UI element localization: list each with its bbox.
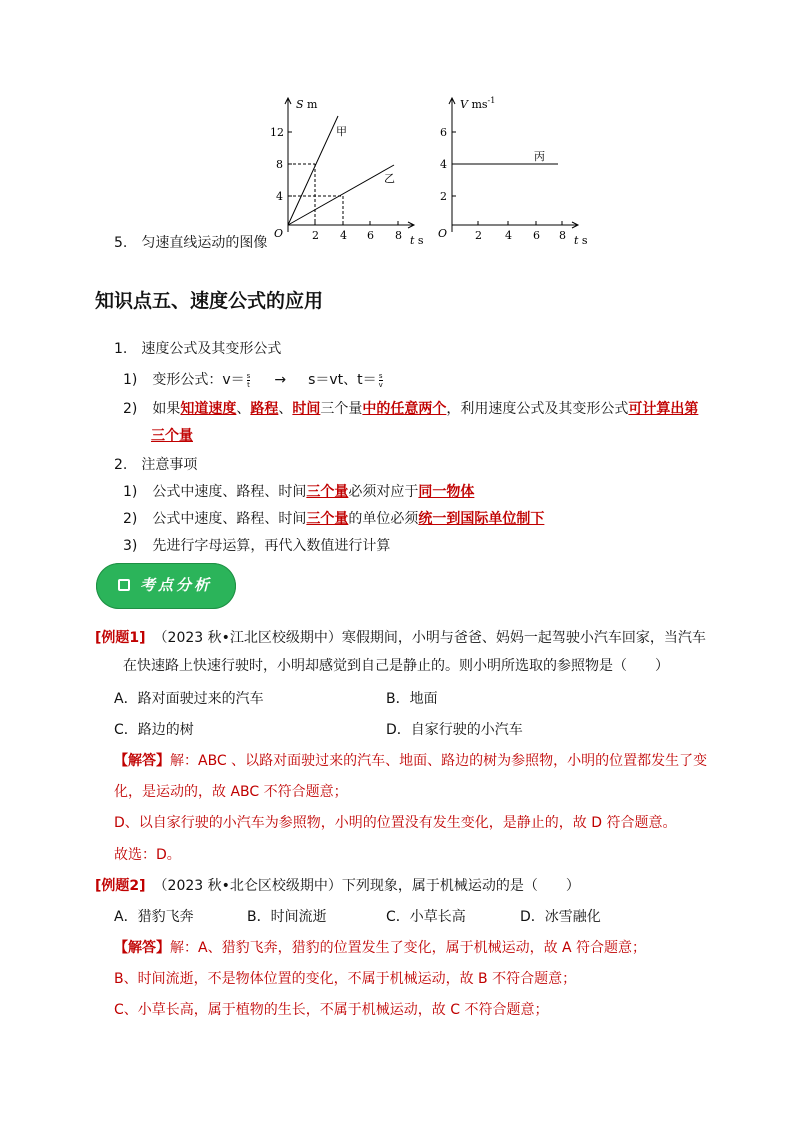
sub-number: 1) <box>123 484 138 500</box>
text: 先进行字母运算，再代入数值进行计算 <box>152 538 391 554</box>
analysis-badge <box>96 563 236 609</box>
text: 公式中速度、路程、时间 <box>152 511 307 527</box>
answer-text: B、时间流逝，不是物体位置的变化，不属于机械运动，故 B 不符合题意； <box>114 971 577 987</box>
option-a: A．路对面驶过来的汽车 <box>114 691 264 707</box>
caption-text: 匀速直线运动的图像 <box>141 235 268 251</box>
vt-ytick: 2 <box>440 190 447 203</box>
st-y-title: S m <box>296 98 318 111</box>
example-tag: [例题1] <box>95 630 146 646</box>
item-number: 1. <box>114 341 128 357</box>
st-graph <box>268 92 428 252</box>
sub-number: 2) <box>123 401 138 417</box>
sub-item-formula <box>123 370 385 390</box>
answer-text: C、小草长高，属于植物的生长，不属于机械运动，故 C 不符合题意； <box>114 1002 549 1018</box>
vt-graph <box>432 92 598 252</box>
caption-number: 5. <box>114 235 128 251</box>
vt-origin: O <box>438 227 448 240</box>
formula-s-t: s＝vt、t＝ <box>308 372 377 388</box>
option-c: C．小草长高 <box>386 909 466 925</box>
question-text: （2023 秋•江北区校级期中）寒假期间，小明与爸爸、妈妈一起驾驶小汽车回家，当汽车 <box>153 630 706 646</box>
st-x-title: t s <box>410 234 424 247</box>
text: 必须对应于 <box>348 484 419 500</box>
highlight: 时间 <box>292 401 321 417</box>
sub-item-condition <box>123 399 698 419</box>
highlight: 知道速度 <box>180 401 237 417</box>
sub-number: 3) <box>123 538 138 554</box>
sub-number: 1) <box>123 372 138 388</box>
note-3 <box>123 536 390 556</box>
graph-caption <box>114 233 267 253</box>
highlight: 可计算出第 <box>628 401 699 417</box>
option-a: A．猎豹飞奔 <box>114 909 194 925</box>
answer-tag: 【解答】 <box>114 753 170 769</box>
formula-v: 变形公式：v＝ <box>152 372 245 388</box>
st-xtick: 2 <box>312 229 319 242</box>
vt-xtick: 2 <box>475 229 482 242</box>
note-1 <box>123 482 474 502</box>
highlight: 统一到国际单位制下 <box>418 511 545 527</box>
st-ytick: 8 <box>276 158 283 171</box>
answer-2 <box>114 938 646 958</box>
document-icon <box>118 579 130 591</box>
vt-y-title: V $ms^{-1}$ <box>460 96 496 111</box>
list-item-2 <box>114 455 197 475</box>
answer-text: D、以自家行驶的小汽车为参照物，小明的位置没有发生变化，是静止的，故 D 符合题意。 <box>114 815 677 831</box>
example-1-question <box>95 628 706 648</box>
answer-1 <box>114 751 707 771</box>
highlight: 同一物体 <box>418 484 475 500</box>
text: 、 <box>278 401 293 417</box>
highlight: 路程 <box>250 401 279 417</box>
question-text: 在快速路上快速行驶时，小明却感觉到自己是静止的。则小明所选取的参照物是（ ） <box>123 658 669 674</box>
vt-xtick: 8 <box>559 229 566 242</box>
highlight-continued: 三个量 <box>151 428 193 444</box>
sub-number: 2) <box>123 511 138 527</box>
option-c: C．路边的树 <box>114 722 194 738</box>
line-jia <box>288 116 338 225</box>
text: ，利用速度公式及其变形公式 <box>446 401 629 417</box>
vt-x-title: t s <box>574 234 588 247</box>
st-origin: O <box>274 227 284 240</box>
arrow-icon: → <box>274 372 287 388</box>
fraction-s-over-t: $\frac{s}{t}$ <box>246 371 251 389</box>
note-2 <box>123 509 544 529</box>
item-number: 2. <box>114 457 128 473</box>
list-item-1 <box>114 339 281 359</box>
question-text: （2023 秋•北仑区校级期中）下列现象，属于机械运动的是（ ） <box>153 878 580 894</box>
fraction-s-over-v: $\frac{s}{v}$ <box>378 371 383 389</box>
st-ytick: 12 <box>270 126 284 139</box>
label-bing: 丙 <box>534 150 545 163</box>
vt-xtick: 4 <box>505 229 512 242</box>
badge-label: 考点分析 <box>140 576 213 594</box>
section-title: 知识点五、速度公式的应用 <box>95 290 324 312</box>
example-tag: [例题2] <box>95 878 146 894</box>
text: 的单位必须 <box>348 511 419 527</box>
highlight: 三个量 <box>306 511 349 527</box>
answer-text: 化，是运动的，故 ABC 不符合题意； <box>114 784 348 800</box>
highlight: 中的任意两个 <box>362 401 447 417</box>
example-2-question <box>95 876 580 896</box>
label-yi: 乙 <box>384 172 395 185</box>
text: 三个量 <box>320 401 363 417</box>
answer-text: 故选：D。 <box>114 847 181 863</box>
vt-ytick: 6 <box>440 126 447 139</box>
option-d: D．自家行驶的小汽车 <box>386 722 523 738</box>
option-b: B．时间流逝 <box>247 909 327 925</box>
highlight: 三个量 <box>306 484 349 500</box>
st-xtick: 4 <box>340 229 347 242</box>
st-xtick: 8 <box>395 229 402 242</box>
item-text: 注意事项 <box>141 457 198 473</box>
st-xtick: 6 <box>367 229 374 242</box>
line-yi <box>288 165 394 225</box>
vt-ytick: 4 <box>440 158 447 171</box>
label-jia: 甲 <box>336 125 347 138</box>
answer-text: 解：ABC 、以路对面驶过来的汽车、地面、路边的树为参照物，小明的位置都发生了变 <box>170 753 708 769</box>
answer-text: 解：A、猎豹飞奔，猎豹的位置发生了变化，属于机械运动，故 A 符合题意； <box>170 940 647 956</box>
option-d: D．冰雪融化 <box>520 909 601 925</box>
st-ytick: 4 <box>276 190 283 203</box>
text: 公式中速度、路程、时间 <box>152 484 307 500</box>
option-b: B．地面 <box>386 691 438 707</box>
item-text: 速度公式及其变形公式 <box>141 341 282 357</box>
text: 如果 <box>152 401 181 417</box>
text: 、 <box>236 401 251 417</box>
vt-xtick: 6 <box>533 229 540 242</box>
answer-tag: 【解答】 <box>114 940 170 956</box>
